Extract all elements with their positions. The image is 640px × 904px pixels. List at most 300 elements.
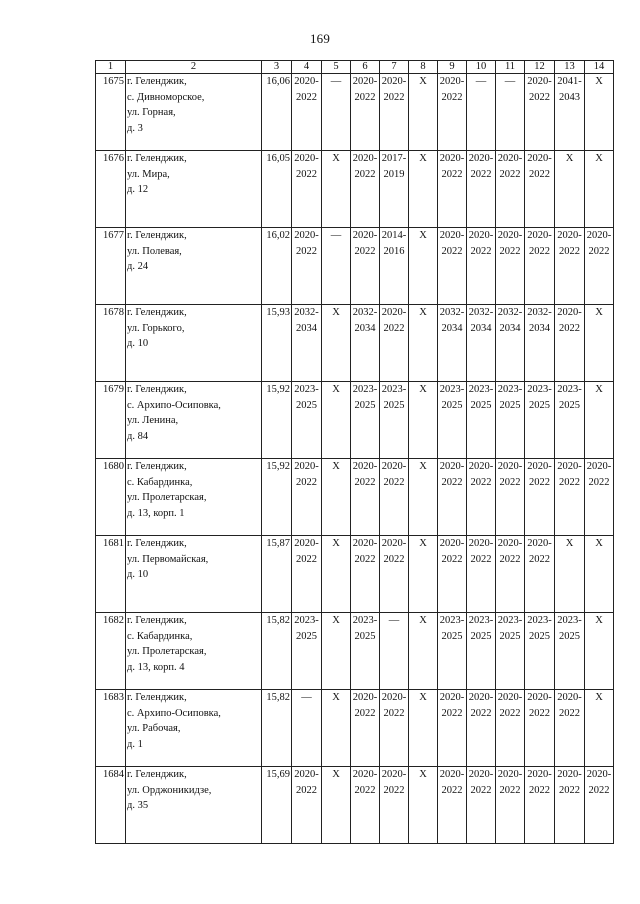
period-cell — [496, 151, 525, 228]
period-line: 2022 — [499, 553, 521, 565]
period-line: 2023- — [557, 615, 582, 626]
period-line: Х — [332, 384, 340, 395]
period-cell — [585, 382, 614, 459]
period-line: 2023- — [527, 384, 552, 395]
period-line: 2020- — [294, 76, 319, 87]
address-line: ул. Пролетарская, — [127, 492, 207, 503]
period-line: 2020- — [352, 76, 378, 87]
address-line: д. 12 — [127, 184, 149, 195]
period-cell — [409, 536, 438, 613]
area-cell: 16,02 — [262, 228, 292, 305]
period-cell — [438, 382, 467, 459]
period-line: 2023- — [527, 615, 552, 626]
period-cell — [555, 382, 585, 459]
address-cell — [126, 228, 262, 305]
period-line: 2022 — [559, 322, 580, 334]
period-cell — [525, 305, 555, 382]
period-cell — [409, 767, 438, 844]
period-cell — [409, 151, 438, 228]
period-cell — [496, 382, 525, 459]
period-line: 2022 — [383, 707, 405, 719]
period-line: 2022 — [441, 245, 463, 257]
period-line: 2022 — [470, 168, 492, 180]
period-line: Х — [419, 461, 427, 472]
period-cell — [438, 536, 467, 613]
period-line: 2025 — [354, 630, 376, 642]
period-line: 2022 — [296, 168, 317, 180]
period-line: 2022 — [296, 91, 317, 103]
period-line: 2020- — [381, 76, 407, 87]
period-line: 2020- — [586, 461, 612, 472]
row-number: 1678 — [96, 305, 126, 382]
period-cell — [525, 536, 555, 613]
period-cell — [525, 690, 555, 767]
period-line: 2022 — [296, 245, 317, 257]
period-line: Х — [595, 307, 603, 318]
period-line: 2022 — [441, 91, 463, 103]
table-row — [96, 613, 614, 690]
period-line: 2022 — [559, 476, 580, 488]
period-line: Х — [419, 538, 427, 549]
period-cell — [438, 613, 467, 690]
table-row — [96, 767, 614, 844]
period-line: 2023- — [468, 384, 494, 395]
table-body — [96, 61, 614, 844]
address-line: ул. Орджоникидзе, — [127, 784, 212, 796]
period-cell — [585, 767, 614, 844]
period-cell — [351, 305, 380, 382]
area-cell: 15,82 — [262, 613, 292, 690]
area-cell: 16,05 — [262, 151, 292, 228]
period-line: 2020- — [294, 538, 319, 549]
period-cell — [467, 767, 496, 844]
period-line: 2032- — [352, 307, 378, 318]
address-line: г. Геленджик, — [127, 461, 187, 472]
period-cell — [525, 151, 555, 228]
period-line: — — [388, 615, 400, 626]
period-line: 2020- — [352, 692, 378, 703]
period-cell — [467, 151, 496, 228]
period-line: 2025 — [470, 630, 492, 642]
period-line: 2034 — [296, 322, 317, 334]
period-line: Х — [332, 307, 340, 318]
area-cell: 15,93 — [262, 305, 292, 382]
period-line: 2032- — [527, 307, 552, 318]
period-cell — [292, 459, 322, 536]
period-cell — [380, 305, 409, 382]
period-line: 2025 — [441, 630, 463, 642]
period-line: 2020- — [527, 230, 552, 241]
period-cell — [467, 459, 496, 536]
data-table — [95, 60, 614, 844]
address-line: г. Геленджик, — [127, 615, 187, 626]
period-line: 2022 — [296, 476, 317, 488]
period-line: 2023- — [352, 384, 378, 395]
period-line: 2022 — [354, 553, 376, 565]
period-line: 2023- — [497, 615, 523, 626]
period-cell — [292, 536, 322, 613]
address-line: с. Архипо-Осиповка, — [127, 399, 221, 411]
period-cell — [351, 382, 380, 459]
address-line: с. Архипо-Осиповка, — [127, 707, 221, 719]
table-row — [96, 305, 614, 382]
period-line: Х — [419, 769, 427, 780]
period-line: 2020- — [381, 461, 407, 472]
period-line: Х — [332, 461, 340, 472]
table-row — [96, 690, 614, 767]
period-cell — [525, 613, 555, 690]
period-line: 2025 — [441, 399, 463, 411]
period-line: 2034 — [441, 322, 463, 334]
period-cell — [351, 613, 380, 690]
period-line: 2022 — [529, 784, 550, 796]
address-cell — [126, 151, 262, 228]
period-cell — [322, 228, 351, 305]
period-line: 2022 — [529, 553, 550, 565]
period-line: 2020- — [294, 769, 319, 780]
period-cell — [438, 690, 467, 767]
period-line: Х — [595, 615, 603, 626]
period-line: 2022 — [354, 245, 376, 257]
period-line: 2022 — [559, 245, 580, 257]
period-cell — [438, 767, 467, 844]
period-cell — [351, 74, 380, 151]
period-line: 2022 — [559, 784, 580, 796]
page-number: 169 — [309, 31, 331, 46]
period-line: 2020- — [527, 692, 552, 703]
period-cell — [496, 690, 525, 767]
row-number: 1680 — [96, 459, 126, 536]
period-line: 2020- — [468, 461, 494, 472]
period-line: 2022 — [354, 476, 376, 488]
period-cell — [496, 459, 525, 536]
period-cell — [585, 459, 614, 536]
period-cell — [351, 228, 380, 305]
period-cell — [555, 228, 585, 305]
period-line: 2025 — [296, 630, 317, 642]
period-cell — [380, 459, 409, 536]
period-cell — [322, 536, 351, 613]
period-line: 2020- — [468, 153, 494, 164]
period-line: 2022 — [470, 245, 492, 257]
period-line: Х — [332, 615, 340, 626]
address-line: ул. Первомайская, — [127, 553, 209, 565]
period-cell — [380, 613, 409, 690]
period-line: 2020- — [497, 230, 523, 241]
period-line: 2022 — [441, 784, 463, 796]
header-row — [96, 61, 614, 74]
period-line: 2023- — [352, 615, 378, 626]
row-number: 1682 — [96, 613, 126, 690]
period-cell — [351, 151, 380, 228]
period-line: 2020- — [557, 461, 582, 472]
period-line: 2022 — [470, 784, 492, 796]
period-line: 2020- — [381, 307, 407, 318]
period-line: 2020- — [586, 230, 612, 241]
period-line: 2023- — [294, 384, 319, 395]
column-header: 3 — [262, 61, 292, 74]
period-cell — [467, 74, 496, 151]
period-line: 2020- — [294, 153, 319, 164]
period-line: 2022 — [588, 784, 610, 796]
period-cell — [409, 690, 438, 767]
column-header: 8 — [409, 61, 438, 74]
period-line: Х — [595, 692, 603, 703]
period-cell — [322, 613, 351, 690]
period-line: 2020- — [468, 692, 494, 703]
period-line: 2022 — [588, 245, 610, 257]
period-line: 2020- — [294, 461, 319, 472]
period-line: 2034 — [529, 322, 550, 334]
period-cell — [322, 74, 351, 151]
address-line: с. Дивноморское, — [127, 91, 205, 103]
period-line: 2020- — [439, 769, 465, 780]
address-line: д. 10 — [127, 569, 149, 580]
period-cell — [467, 536, 496, 613]
period-cell — [322, 382, 351, 459]
column-header: 2 — [126, 61, 262, 74]
address-line: д. 1 — [127, 738, 143, 750]
address-cell — [126, 459, 262, 536]
address-line: ул. Ленина, — [127, 415, 179, 426]
row-number: 1676 — [96, 151, 126, 228]
period-line: 2022 — [588, 476, 610, 488]
period-line: 2020- — [352, 153, 378, 164]
period-line: 2041- — [557, 76, 582, 87]
column-header: 5 — [322, 61, 351, 74]
period-line: Х — [595, 76, 603, 87]
period-line: 2032- — [294, 307, 319, 318]
area-cell: 15,69 — [262, 767, 292, 844]
period-line: 2025 — [529, 399, 550, 411]
period-cell — [292, 690, 322, 767]
period-cell — [467, 305, 496, 382]
row-number: 1683 — [96, 690, 126, 767]
period-line: 2023- — [381, 384, 407, 395]
period-cell — [322, 690, 351, 767]
period-line: Х — [419, 615, 427, 626]
period-line: Х — [332, 153, 340, 164]
period-line: 2025 — [296, 399, 317, 411]
column-header: 4 — [292, 61, 322, 74]
period-cell — [380, 151, 409, 228]
period-cell — [438, 305, 467, 382]
period-line: 2034 — [354, 322, 376, 334]
period-line: 2017- — [381, 153, 407, 164]
period-cell — [438, 459, 467, 536]
address-line: ул. Горького, — [127, 322, 185, 334]
address-line: ул. Мира, — [127, 168, 170, 180]
period-cell — [525, 767, 555, 844]
period-line: 2020- — [557, 692, 582, 703]
period-line: — — [330, 230, 342, 241]
address-line: ул. Полевая, — [127, 245, 182, 257]
period-line: Х — [332, 538, 340, 549]
period-cell — [585, 536, 614, 613]
period-cell — [467, 690, 496, 767]
row-number: 1675 — [96, 74, 126, 151]
period-line: 2022 — [383, 476, 405, 488]
period-cell — [467, 228, 496, 305]
area-cell: 15,92 — [262, 459, 292, 536]
period-line: 2022 — [383, 91, 405, 103]
period-line: 2022 — [296, 553, 317, 565]
row-number: 1679 — [96, 382, 126, 459]
period-line: — — [475, 76, 487, 87]
column-header: 13 — [555, 61, 585, 74]
period-cell — [351, 767, 380, 844]
period-cell — [351, 536, 380, 613]
table-row — [96, 536, 614, 613]
period-line: 2022 — [470, 476, 492, 488]
table-row — [96, 151, 614, 228]
period-cell — [292, 305, 322, 382]
period-line: 2023- — [557, 384, 582, 395]
address-line: д. 84 — [127, 430, 149, 442]
table-row — [96, 382, 614, 459]
period-line: 2020- — [586, 769, 612, 780]
period-cell — [585, 613, 614, 690]
address-line: д. 24 — [127, 261, 149, 272]
period-line: 2020- — [557, 769, 582, 780]
period-line: — — [504, 76, 516, 87]
period-cell — [292, 151, 322, 228]
period-line: Х — [419, 76, 427, 87]
period-cell — [438, 74, 467, 151]
period-line: 2020- — [439, 461, 465, 472]
period-line: 2032- — [497, 307, 523, 318]
period-cell — [380, 74, 409, 151]
period-line: 2025 — [529, 630, 550, 642]
period-line: 2020- — [294, 230, 319, 241]
address-line: г. Геленджик, — [127, 76, 187, 87]
address-cell — [126, 613, 262, 690]
period-line: 2034 — [470, 322, 492, 334]
period-line: 2020- — [468, 769, 494, 780]
period-line: 2020- — [557, 307, 582, 318]
period-line: 2022 — [499, 245, 521, 257]
period-line: 2022 — [529, 707, 550, 719]
period-cell — [555, 459, 585, 536]
period-line: 2025 — [499, 630, 521, 642]
period-cell — [585, 690, 614, 767]
period-line: 2020- — [439, 692, 465, 703]
period-line: 2023- — [439, 384, 465, 395]
address-line: г. Геленджик, — [127, 384, 187, 395]
period-cell — [380, 228, 409, 305]
period-line: Х — [595, 153, 603, 164]
period-cell — [409, 613, 438, 690]
address-line: ул. Рабочая, — [127, 723, 181, 734]
period-line: 2020- — [527, 461, 552, 472]
period-cell — [525, 459, 555, 536]
address-line: ул. Пролетарская, — [127, 646, 207, 657]
period-line: 2022 — [441, 168, 463, 180]
period-line: 2043 — [559, 91, 580, 103]
period-line: 2020- — [439, 538, 465, 549]
period-line: 2025 — [470, 399, 492, 411]
address-line: г. Геленджик, — [127, 538, 187, 549]
period-line: 2020- — [439, 153, 465, 164]
column-header: 6 — [351, 61, 380, 74]
period-line: Х — [419, 692, 427, 703]
period-cell — [292, 382, 322, 459]
area-cell: 16,06 — [262, 74, 292, 151]
period-line: 2022 — [354, 91, 376, 103]
period-line: Х — [595, 384, 603, 395]
address-cell — [126, 382, 262, 459]
period-line: 2020- — [352, 538, 378, 549]
period-cell — [409, 382, 438, 459]
period-cell — [585, 305, 614, 382]
period-cell — [555, 767, 585, 844]
period-line: 2020- — [468, 538, 494, 549]
period-line: 2022 — [529, 476, 550, 488]
address-cell — [126, 74, 262, 151]
address-line: г. Геленджик, — [127, 230, 187, 241]
period-cell — [322, 151, 351, 228]
period-line: 2023- — [439, 615, 465, 626]
period-line: 2022 — [499, 707, 521, 719]
address-line: д. 13, корп. 4 — [127, 661, 185, 673]
period-line: 2020- — [527, 153, 552, 164]
address-line: г. Геленджик, — [127, 153, 187, 164]
period-line: Х — [332, 692, 340, 703]
period-cell — [438, 228, 467, 305]
period-cell — [496, 613, 525, 690]
period-cell — [555, 74, 585, 151]
period-cell — [322, 767, 351, 844]
period-line: 2025 — [383, 399, 405, 411]
period-cell — [409, 228, 438, 305]
period-cell — [409, 74, 438, 151]
period-line: 2020- — [439, 76, 465, 87]
period-line: 2020- — [439, 230, 465, 241]
period-line: 2016 — [383, 245, 405, 257]
period-cell — [409, 459, 438, 536]
address-line: д. 10 — [127, 338, 149, 349]
period-line: 2022 — [499, 168, 521, 180]
period-line: 2020- — [381, 538, 407, 549]
address-cell — [126, 305, 262, 382]
period-cell — [351, 459, 380, 536]
period-cell — [555, 536, 585, 613]
period-cell — [585, 228, 614, 305]
period-cell — [438, 151, 467, 228]
period-line: 2022 — [441, 553, 463, 565]
period-cell — [496, 228, 525, 305]
period-cell — [555, 151, 585, 228]
period-line: 2032- — [468, 307, 494, 318]
period-line: 2020- — [352, 230, 378, 241]
period-line: 2023- — [468, 615, 494, 626]
column-header: 9 — [438, 61, 467, 74]
address-line: д. 35 — [127, 800, 149, 811]
period-line: Х — [419, 153, 427, 164]
period-cell — [525, 228, 555, 305]
address-line: д. 3 — [127, 122, 143, 134]
period-cell — [292, 228, 322, 305]
period-line: 2022 — [354, 168, 376, 180]
period-line: 2022 — [354, 707, 376, 719]
period-line: Х — [565, 538, 574, 549]
address-cell — [126, 767, 262, 844]
period-cell — [380, 382, 409, 459]
period-line: 2025 — [354, 399, 376, 411]
row-number: 1681 — [96, 536, 126, 613]
period-line: Х — [419, 384, 427, 395]
period-line: — — [330, 76, 342, 87]
